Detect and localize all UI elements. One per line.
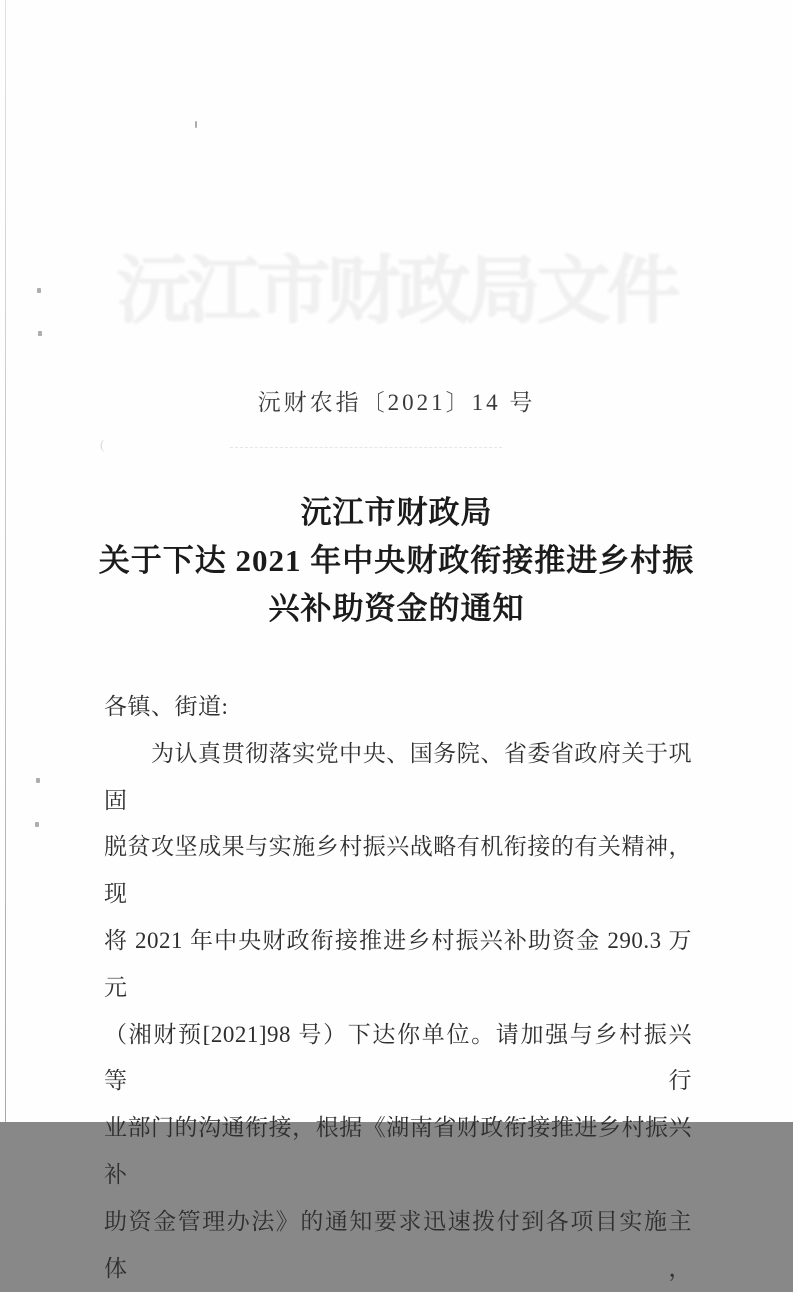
scan-speck	[35, 822, 39, 827]
body-line: 脱贫攻坚成果与实施乡村振兴战略有机衔接的有关精神，现	[104, 834, 692, 907]
body-line: 为认真贯彻落实党中央、国务院、省委省政府关于巩固	[104, 740, 692, 813]
scan-smudge: (	[100, 438, 105, 453]
scan-speck	[195, 121, 197, 128]
body-line: 业部门的沟通衔接，根据《湖南省财政衔接推进乡村振兴补	[104, 1115, 692, 1187]
body-line: 将 2021 年中央财政衔接推进乡村振兴补助资金 290.3 万元	[104, 927, 692, 1000]
faded-letterhead-title: 沅江市财政局文件	[116, 251, 677, 333]
document-title-issuer: 沅江市财政局	[300, 495, 493, 530]
document-title-line2: 关于下达 2021 年中央财政衔接推进乡村振	[98, 543, 695, 578]
body-line: （湘财预[2021]98 号）下达你单位。请加强与乡村振兴等行	[104, 1021, 692, 1094]
salutation: 各镇、街道:	[104, 694, 229, 719]
document-title-line3: 兴补助资金的通知	[268, 591, 525, 626]
body-line: 助资金管理办法》的通知要求迅速拨付到各项目实施主体，	[104, 1208, 692, 1281]
document-title	[0, 489, 793, 633]
faded-separator-rule	[230, 447, 502, 448]
document-body	[104, 684, 692, 1292]
scan-speck	[36, 778, 40, 783]
document-number: 沅财农指〔2021〕14 号	[257, 390, 536, 415]
